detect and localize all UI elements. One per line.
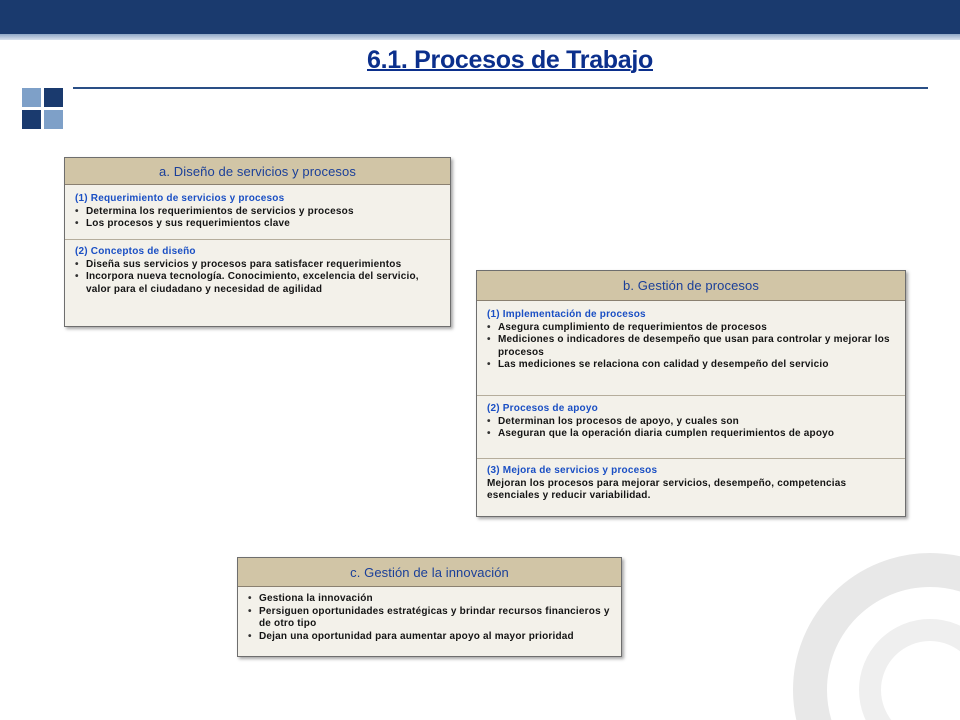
section-heading: (1) Implementación de procesos bbox=[487, 309, 646, 320]
service-requirements-section bbox=[65, 185, 450, 240]
section-heading: (2) Procesos de apoyo bbox=[487, 403, 598, 414]
process-management-box bbox=[476, 270, 906, 517]
section-heading: (2) Conceptos de diseño bbox=[75, 246, 196, 257]
bullet-item: • Las mediciones se relaciona con calidad y desempeño del servicio bbox=[487, 359, 897, 372]
squares-logo-icon bbox=[22, 88, 64, 130]
bullet-item: • Mediciones o indicadores de desempeño que usan para controlar y mejorar los procesos bbox=[487, 334, 897, 359]
bullet-item: • Determina los requerimientos de servicios y procesos bbox=[75, 206, 442, 219]
bullet-item: • Gestiona la innovación bbox=[248, 593, 613, 606]
innovation-section bbox=[238, 587, 621, 647]
bullet-item: • Asegura cumplimiento de requerimientos de procesos bbox=[487, 322, 897, 335]
section-heading: (1) Requerimiento de servicios y procesos bbox=[75, 193, 285, 204]
bullet-item: • Persiguen oportunidades estratégicas y brindar recursos financieros y de otro tipo bbox=[248, 606, 613, 631]
bullet-item: • Aseguran que la operación diaria cumplen requerimientos de apoyo bbox=[487, 428, 897, 441]
design-concepts-section bbox=[65, 240, 450, 300]
process-management-header: b. Gestión de procesos bbox=[477, 271, 905, 301]
innovation-management-header: c. Gestión de la innovación bbox=[238, 558, 621, 587]
bullet-item: • Los procesos y sus requerimientos clave bbox=[75, 218, 442, 231]
innovation-management-box bbox=[237, 557, 622, 657]
title-rule bbox=[73, 87, 928, 89]
bullet-item: • Dejan una oportunidad para aumentar apoyo al mayor prioridad bbox=[248, 631, 613, 644]
bullet-item: • Incorpora nueva tecnología. Conocimiento, excelencia del servicio, valor para el ciudadano y necesidad de agilidad bbox=[75, 271, 442, 296]
section-heading: (3) Mejora de servicios y procesos bbox=[487, 465, 658, 476]
bullet-item: • Determinan los procesos de apoyo, y cuales son bbox=[487, 416, 897, 429]
design-services-header: a. Diseño de servicios y procesos bbox=[65, 158, 450, 185]
bullet-item: • Diseña sus servicios y procesos para satisfacer requerimientos bbox=[75, 259, 442, 272]
top-banner bbox=[0, 0, 960, 34]
ring-watermark-icon bbox=[780, 540, 960, 720]
section-text: Mejoran los procesos para mejorar servicios, desempeño, competencias esenciales y reducir variabilidad. bbox=[487, 477, 847, 501]
process-implementation-section bbox=[477, 301, 905, 396]
support-processes-section bbox=[477, 396, 905, 459]
slide-title: 6.1. Procesos de Trabajo bbox=[367, 46, 653, 74]
top-banner-stripe bbox=[0, 34, 960, 40]
design-services-box bbox=[64, 157, 451, 327]
service-improvement-section bbox=[477, 459, 905, 507]
